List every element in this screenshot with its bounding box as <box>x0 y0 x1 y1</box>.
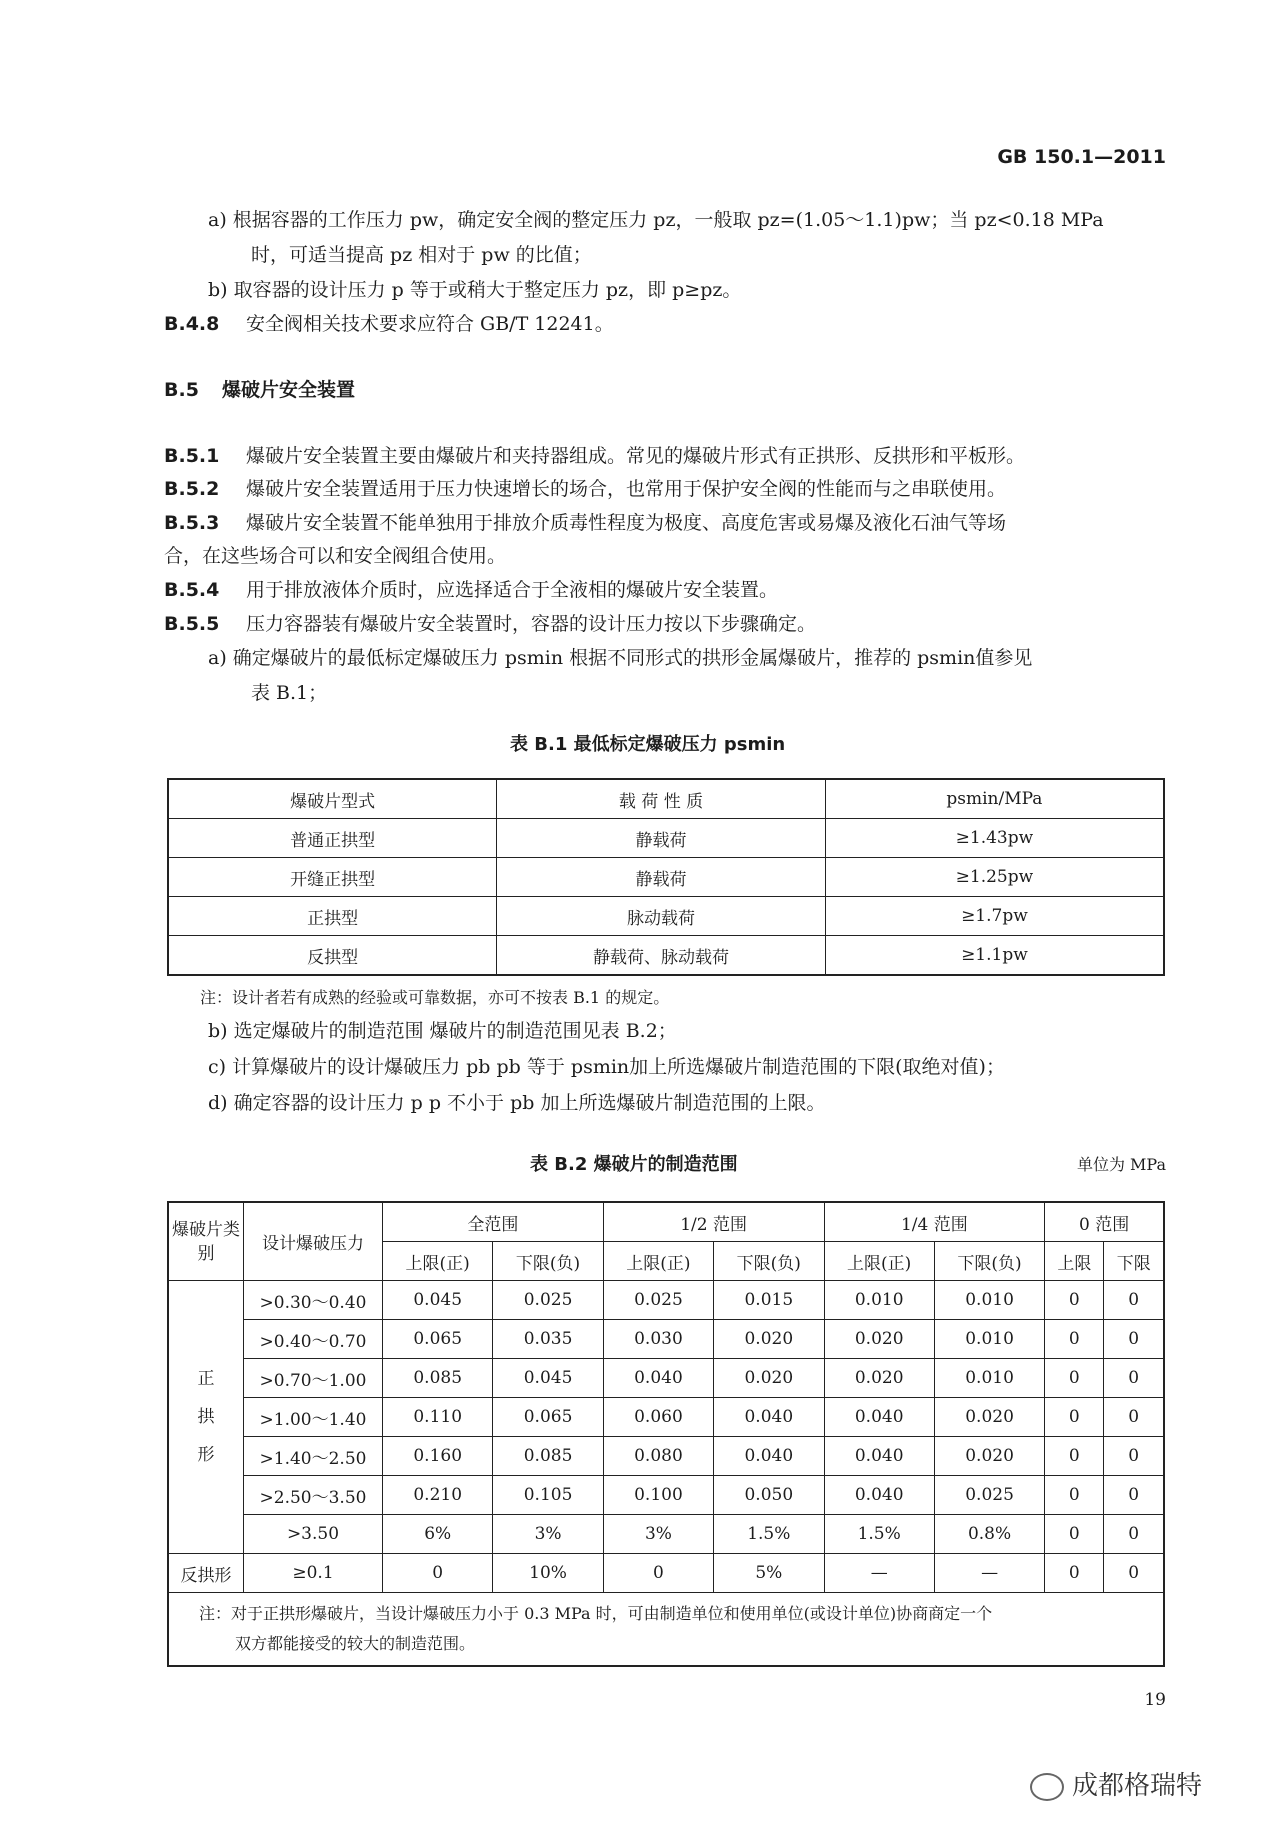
table1-cell: 正拱型 <box>168 897 497 936</box>
clause-b55b: b) 选定爆破片的制造范围 爆破片的制造范围见表 B.2； <box>208 1020 677 1042</box>
table2-cell: 0.040 <box>824 1398 934 1437</box>
table2-cell: 0 <box>1045 1281 1104 1320</box>
table2-cell: 0.160 <box>383 1437 493 1476</box>
table-row <box>168 936 1164 976</box>
table-row <box>168 1554 1164 1593</box>
table2-subheader: 下限 <box>1104 1242 1164 1281</box>
table2-group-header: 1/4 范围 <box>824 1202 1045 1242</box>
table1-header: 载 荷 性 质 <box>497 779 826 819</box>
table2-cell: 0 <box>1104 1476 1164 1515</box>
clause-b54-text: 用于排放液体介质时，应选择适合于全液相的爆破片安全装置。 <box>246 579 779 601</box>
table2-zheng-label <box>168 1281 244 1554</box>
watermark <box>1030 1765 1202 1802</box>
table2-cell: 0.210 <box>383 1476 493 1515</box>
clause-b55-text: 压力容器装有爆破片安全装置时，容器的设计压力按以下步骤确定。 <box>246 613 817 635</box>
table1-cell: 反拱型 <box>168 936 497 976</box>
table2-cell: 0.025 <box>603 1281 713 1320</box>
table2-cell: 0 <box>1045 1554 1104 1593</box>
table-row <box>168 858 1164 897</box>
table2-cell: 0.010 <box>934 1320 1044 1359</box>
table1-cell: ≥1.25pw <box>825 858 1164 897</box>
table2-cell: 0.065 <box>493 1398 603 1437</box>
table2-cell: 0.010 <box>934 1281 1044 1320</box>
section-b5-title: 爆破片安全装置 <box>222 379 356 401</box>
table2-cell: 5% <box>714 1554 824 1593</box>
table2-unit: 单位为 MPa <box>1076 1155 1166 1174</box>
table2-col-type: 爆破片类别 <box>168 1202 244 1281</box>
table2-cell: >0.70～1.00 <box>244 1359 383 1398</box>
clause-b-line: b) 取容器的设计压力 p 等于或稍大于整定压力 pz，即 p≥pz。 <box>208 279 742 301</box>
table2-cell: 0.085 <box>383 1359 493 1398</box>
clause-b54-number: B.5.4 <box>164 579 220 601</box>
table2-cell: 0.085 <box>493 1437 603 1476</box>
table2-cell: 0.040 <box>714 1437 824 1476</box>
table-row <box>168 1593 1164 1667</box>
table-row <box>168 1515 1164 1554</box>
page-number: 19 <box>1144 1690 1166 1710</box>
table2-cell: 0.060 <box>603 1398 713 1437</box>
clause-b48-number: B.4.8 <box>164 313 220 335</box>
table-row <box>168 1281 1164 1320</box>
table2-cell: 0.030 <box>603 1320 713 1359</box>
table-row <box>168 819 1164 858</box>
table2-cell: 0.080 <box>603 1437 713 1476</box>
table2-cell: 0.025 <box>934 1476 1044 1515</box>
table-b1 <box>167 778 1165 976</box>
table2-note-line2: 双方都能接受的较大的制造范围。 <box>235 1634 476 1653</box>
table2-cell: 0 <box>1104 1515 1164 1554</box>
table1-cell: 静载荷 <box>497 858 826 897</box>
wechat-icon <box>1030 1773 1064 1801</box>
table1-cell: 静载荷 <box>497 819 826 858</box>
table1-cell: ≥1.7pw <box>825 897 1164 936</box>
clause-b55c: c) 计算爆破片的设计爆破压力 pb pb 等于 psmin加上所选爆破片制造范围的下限(取绝对值)； <box>208 1056 1005 1078</box>
table1-cell: 脉动载荷 <box>497 897 826 936</box>
table2-cell: >1.40～2.50 <box>244 1437 383 1476</box>
table2-cell: 0 <box>1104 1398 1164 1437</box>
table2-cell: 0 <box>1045 1320 1104 1359</box>
table2-cell: 0 <box>1104 1359 1164 1398</box>
table-b2 <box>167 1201 1165 1667</box>
table2-cell: 10% <box>493 1554 603 1593</box>
table2-col-pressure: 设计爆破压力 <box>244 1202 383 1281</box>
table2-cell: 0 <box>1104 1320 1164 1359</box>
table2-cell: 0.020 <box>714 1320 824 1359</box>
table2-note-line1: 注：对于正拱形爆破片，当设计爆破压力小于 0.3 MPa 时，可由制造单位和使用单位(或设计单位)协商商定一个 <box>199 1604 993 1623</box>
table2-cell: 0.020 <box>824 1359 934 1398</box>
table2-subheader: 下限(负) <box>714 1242 824 1281</box>
clause-a-line2: 时，可适当提高 pz 相对于 pw 的比值； <box>251 244 592 266</box>
table1-cell: 静载荷、脉动载荷 <box>497 936 826 976</box>
table2-cell: 0 <box>1045 1437 1104 1476</box>
table2-subheader: 上限(正) <box>824 1242 934 1281</box>
table2-cell: 6% <box>383 1515 493 1554</box>
watermark-text: 成都格瑞特 <box>1072 1771 1203 1801</box>
table2-cell: 0 <box>383 1554 493 1593</box>
table-row <box>168 897 1164 936</box>
table2-cell: 0 <box>1104 1281 1164 1320</box>
table2-cell: 3% <box>603 1515 713 1554</box>
table2-cell: 0.010 <box>824 1281 934 1320</box>
clause-b52-text: 爆破片安全装置适用于压力快速增长的场合，也常用于保护安全阀的性能而与之串联使用。 <box>246 478 1007 500</box>
table2-cell: 0.040 <box>824 1437 934 1476</box>
table-row <box>168 1476 1164 1515</box>
table2-cell: 0.045 <box>383 1281 493 1320</box>
clause-b55a-line1: a) 确定爆破片的最低标定爆破压力 psmin 根据不同形式的拱形金属爆破片，推荐的 psmin值参见 <box>208 647 1033 669</box>
table-row <box>168 1437 1164 1476</box>
table2-cell: 0.050 <box>714 1476 824 1515</box>
clause-b55-number: B.5.5 <box>164 613 220 635</box>
table2-cell: 0.110 <box>383 1398 493 1437</box>
table2-cell: >1.00～1.40 <box>244 1398 383 1437</box>
table2-cell: — <box>934 1554 1044 1593</box>
table2-group-header: 全范围 <box>383 1202 604 1242</box>
table2-cell: 1.5% <box>824 1515 934 1554</box>
table2-cell: 0.065 <box>383 1320 493 1359</box>
table2-cell: >3.50 <box>244 1515 383 1554</box>
table1-cell: 普通正拱型 <box>168 819 497 858</box>
table2-cell: 0.020 <box>934 1398 1044 1437</box>
clause-b55d: d) 确定容器的设计压力 p p 不小于 pb 加上所选爆破片制造范围的上限。 <box>208 1092 826 1114</box>
clause-b51-text: 爆破片安全装置主要由爆破片和夹持器组成。常见的爆破片形式有正拱形、反拱形和平板形。 <box>246 445 1026 467</box>
table-row <box>168 1359 1164 1398</box>
table2-cell: 0.040 <box>714 1398 824 1437</box>
clause-b48-text: 安全阀相关技术要求应符合 GB/T 12241。 <box>246 313 614 335</box>
table1-caption: 表 B.1 最低标定爆破压力 psmin <box>510 734 786 755</box>
clause-b51-number: B.5.1 <box>164 445 220 467</box>
table1-header: psmin/MPa <box>825 779 1164 819</box>
table2-cell: 0 <box>1104 1554 1164 1593</box>
table2-cell: ≥0.1 <box>244 1554 383 1593</box>
table2-subheader: 下限(负) <box>934 1242 1044 1281</box>
table2-cell: >0.30～0.40 <box>244 1281 383 1320</box>
table2-cell: 0 <box>1045 1398 1104 1437</box>
clause-b53-text2: 合，在这些场合可以和安全阀组合使用。 <box>164 545 507 567</box>
table2-cell: 0.010 <box>934 1359 1044 1398</box>
table2-cell: >0.40～0.70 <box>244 1320 383 1359</box>
table2-cell: 0.8% <box>934 1515 1044 1554</box>
table2-caption: 表 B.2 爆破片的制造范围 <box>530 1154 738 1175</box>
table2-cell: >2.50～3.50 <box>244 1476 383 1515</box>
table2-cell: 1.5% <box>714 1515 824 1554</box>
table2-cell: 0.040 <box>824 1476 934 1515</box>
table2-cell: 反拱形 <box>168 1554 244 1593</box>
table2-group-header: 0 范围 <box>1045 1202 1164 1242</box>
table2-cell: 0 <box>603 1554 713 1593</box>
table2-group-header: 1/2 范围 <box>603 1202 824 1242</box>
table2-cell: 0 <box>1045 1515 1104 1554</box>
table2-cell: 0.105 <box>493 1476 603 1515</box>
table2-subheader: 上限(正) <box>603 1242 713 1281</box>
table2-subheader: 下限(负) <box>493 1242 603 1281</box>
table2-cell: 0.040 <box>603 1359 713 1398</box>
clause-a-line1: a) 根据容器的工作压力 pw，确定安全阀的整定压力 pz，一般取 pz=(1.05～1.1)pw；当 pz<0.18 MPa <box>208 209 1104 231</box>
table1-cell: 开缝正拱型 <box>168 858 497 897</box>
table2-cell: 0.035 <box>493 1320 603 1359</box>
table2-cell: 0.100 <box>603 1476 713 1515</box>
table-row <box>168 779 1164 819</box>
table2-cell: 0.015 <box>714 1281 824 1320</box>
table2-note <box>168 1593 1164 1667</box>
section-b5-number: B.5 <box>164 379 199 401</box>
table2-cell: 0.045 <box>493 1359 603 1398</box>
table1-header: 爆破片型式 <box>168 779 497 819</box>
table2-cell: 3% <box>493 1515 603 1554</box>
table2-subheader: 上限(正) <box>383 1242 493 1281</box>
table2-cell: 0.020 <box>934 1437 1044 1476</box>
table1-note: 注：设计者若有成熟的经验或可靠数据，亦可不按表 B.1 的规定。 <box>200 988 670 1007</box>
standard-code: GB 150.1—2011 <box>997 146 1166 168</box>
table2-zheng-label-text: 正拱形 <box>197 1369 215 1465</box>
table2-cell: 0.020 <box>714 1359 824 1398</box>
table2-subheader: 上限 <box>1045 1242 1104 1281</box>
table1-cell: ≥1.43pw <box>825 819 1164 858</box>
table2-cell: 0 <box>1045 1476 1104 1515</box>
table-row <box>168 1398 1164 1437</box>
clause-b55a-line2: 表 B.1； <box>251 682 328 704</box>
table1-cell: ≥1.1pw <box>825 936 1164 976</box>
table2-cell: — <box>824 1554 934 1593</box>
table2-cell: 0.025 <box>493 1281 603 1320</box>
table2-cell: 0 <box>1104 1437 1164 1476</box>
clause-b52-number: B.5.2 <box>164 478 220 500</box>
clause-b53-text1: 爆破片安全装置不能单独用于排放介质毒性程度为极度、高度危害或易爆及液化石油气等场 <box>246 512 1007 534</box>
table2-cell: 0.020 <box>824 1320 934 1359</box>
clause-b53-number: B.5.3 <box>164 512 220 534</box>
table-row <box>168 1320 1164 1359</box>
table2-cell: 0 <box>1045 1359 1104 1398</box>
table-row <box>168 1202 1164 1242</box>
